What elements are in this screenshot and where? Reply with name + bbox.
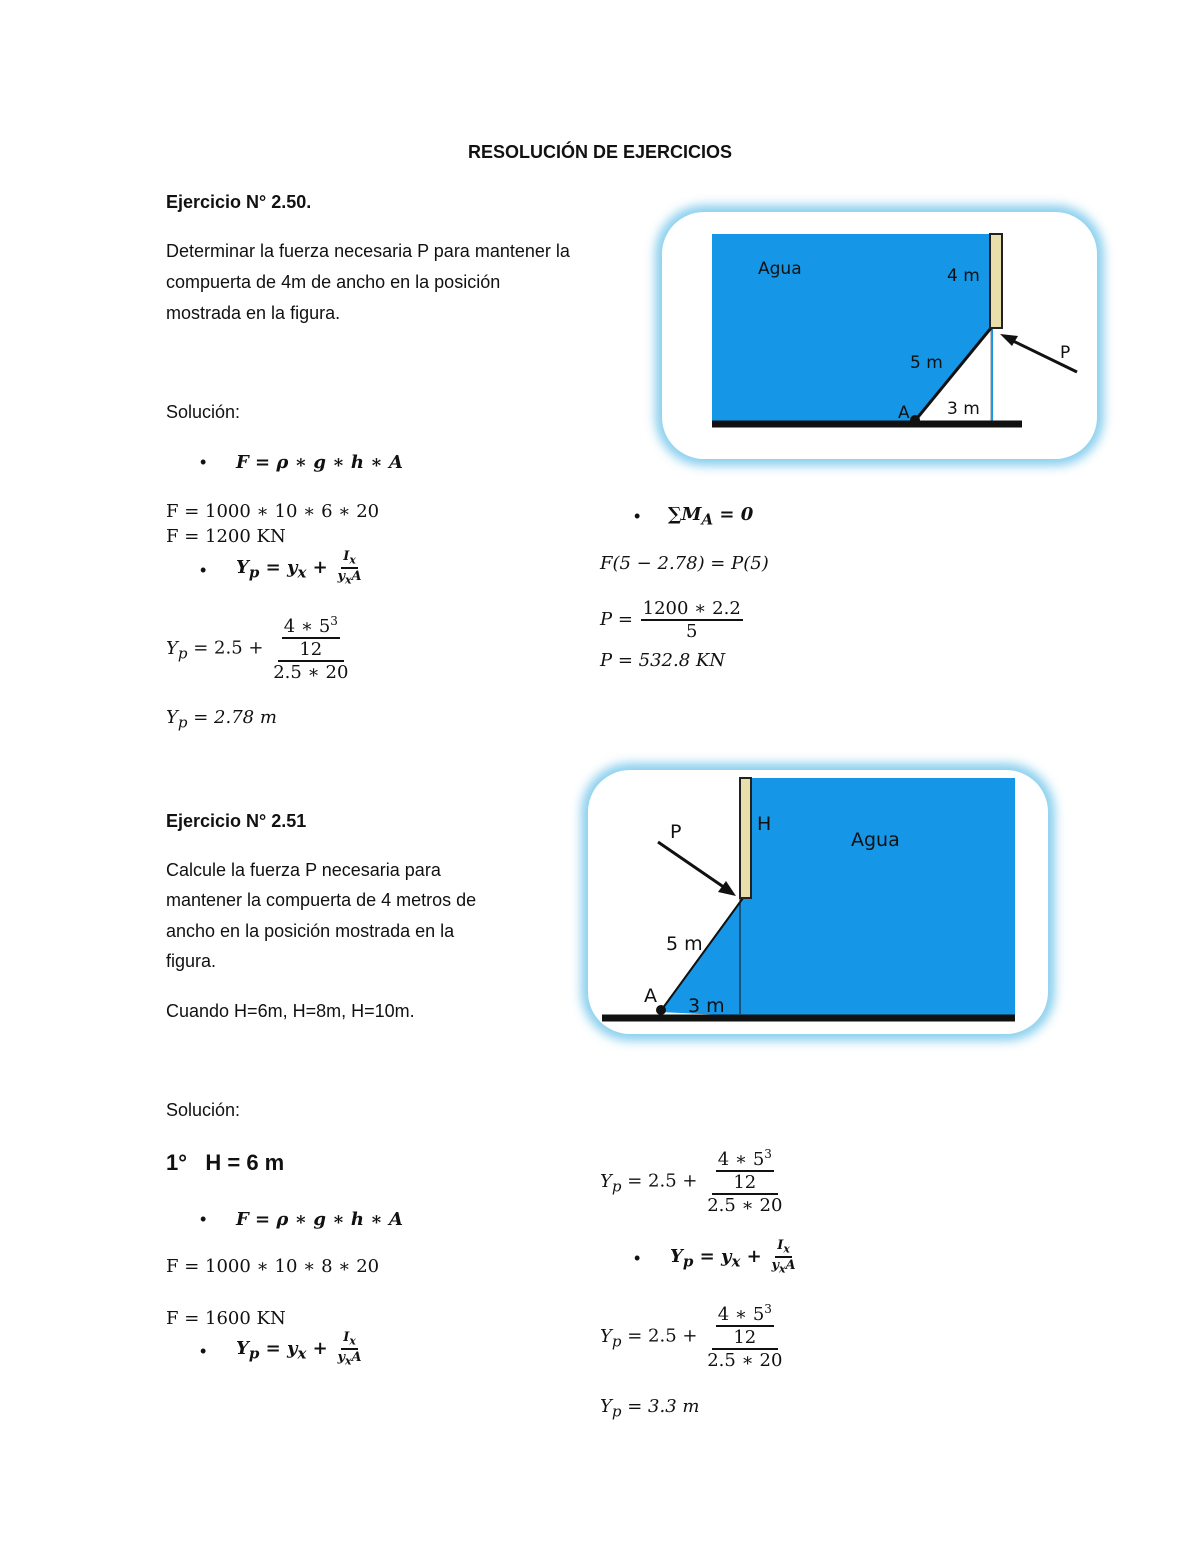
statement-line: mantener la compuerta de 4 metros de xyxy=(166,890,477,910)
yp-lead: = 2.5 + xyxy=(193,637,264,659)
equation-yp-formula: $Y_p = y_x$ + $\frac{I_x}{y_xA}$ xyxy=(236,549,362,587)
hinge-point xyxy=(910,415,920,425)
dim-h-label: H xyxy=(757,813,772,835)
point-a-label: A xyxy=(898,403,910,423)
yp-fraction: $\frac{\frac{4 ∗ 5^3}{12}}{2.5 ∗ 20}$ xyxy=(273,614,349,683)
dim-base-label: 3 m xyxy=(688,995,725,1017)
equation-yp-result: $Y_p = 2.78$ m xyxy=(166,707,277,732)
force-arrowhead xyxy=(1000,334,1018,346)
equation-yp-substituted: $Y_p = 2.5$ + $\frac{\frac{4 ∗ 5^3}{12}}{2.5 ∗ 20}$ xyxy=(600,1302,783,1371)
water-label: Agua xyxy=(851,829,900,851)
equation-force-result: F = 1600 KN xyxy=(166,1308,286,1329)
point-a-label: A xyxy=(644,985,657,1007)
bullet: • xyxy=(634,1248,641,1268)
equation-yp-substituted xyxy=(166,614,352,683)
equation-yp-formula: $Y_p = y_x$ + $\frac{I_x}{y_xA}$ xyxy=(236,1330,362,1368)
equation-yp-result: $Y_p = 3.3$ m xyxy=(600,1396,700,1421)
equation-p-result: P = 532.8 KN xyxy=(600,650,726,671)
statement-line: Calcule la fuerza P necesaria para xyxy=(166,860,441,880)
statement-line: Determinar la fuerza necesaria P para mantener la xyxy=(166,241,570,261)
yp-symbol: $Y_p$ xyxy=(166,637,188,663)
statement-line: figura. xyxy=(166,951,217,971)
case-heading: 1° H = 6 m xyxy=(166,1150,285,1175)
gate xyxy=(990,234,1002,328)
statement-line: mostrada en la figura. xyxy=(166,303,341,323)
force-arrow xyxy=(658,842,728,890)
equation-yp-substituted: $Y_p = 2.5$ + $\frac{\frac{4 ∗ 5^3}{12}}{2.5 ∗ 20}$ xyxy=(600,1147,783,1216)
bullet: • xyxy=(200,560,207,580)
equation-force: F = ρ ∗ g ∗ h ∗ A xyxy=(236,1209,403,1230)
page-title: RESOLUCIÓN DE EJERCICIOS xyxy=(467,142,733,162)
figure-gate-2 xyxy=(588,770,1048,1034)
dim-slope-label: 5 m xyxy=(910,353,943,373)
cases-line: Cuando H=6m, H=8m, H=10m. xyxy=(166,1001,415,1021)
bullet: • xyxy=(200,452,207,472)
equation-force: F = ρ ∗ g ∗ h ∗ A xyxy=(236,452,403,473)
figure-gate-1 xyxy=(662,212,1097,459)
equation-force-calc: F = 1000 ∗ 10 ∗ 6 ∗ 20 xyxy=(166,501,380,522)
bullet: • xyxy=(634,506,641,526)
solution-label: Solución: xyxy=(166,1100,241,1120)
exercise-heading: Ejercicio N° 2.51 xyxy=(166,811,307,831)
statement-line: ancho en la posición mostrada en la xyxy=(166,921,455,941)
equation-yp-formula: $Y_p = y_x$ + $\frac{I_x}{y_xA}$ xyxy=(670,1238,796,1276)
bullet: • xyxy=(200,1209,207,1229)
equation-force-result: F = 1200 KN xyxy=(166,526,286,547)
solution-label: Solución: xyxy=(166,402,241,422)
gate xyxy=(740,778,751,898)
bullet: • xyxy=(200,1341,207,1361)
equation-force-calc: F = 1000 ∗ 10 ∗ 8 ∗ 20 xyxy=(166,1256,380,1277)
dim-base-label: 3 m xyxy=(947,399,980,419)
exercise-heading: Ejercicio N° 2.50. xyxy=(166,192,312,212)
dim-gate-label: 4 m xyxy=(947,266,980,286)
water-label: Agua xyxy=(758,259,802,279)
water-region xyxy=(743,778,1015,1016)
force-label: P xyxy=(1060,343,1071,363)
equation-moment-sum: $\sum M_A = 0$ xyxy=(668,504,754,529)
force-label: P xyxy=(670,821,682,843)
equation-moment: F(5 − 2.78) = P(5) xyxy=(600,553,769,574)
statement-line: compuerta de 4m de ancho en la posición xyxy=(166,272,501,292)
hinge-point xyxy=(656,1005,666,1015)
dim-slope-label: 5 m xyxy=(666,933,703,955)
equation-p-fraction: P = $\frac{1200 ∗ 2.2}{5}$ xyxy=(600,598,741,642)
